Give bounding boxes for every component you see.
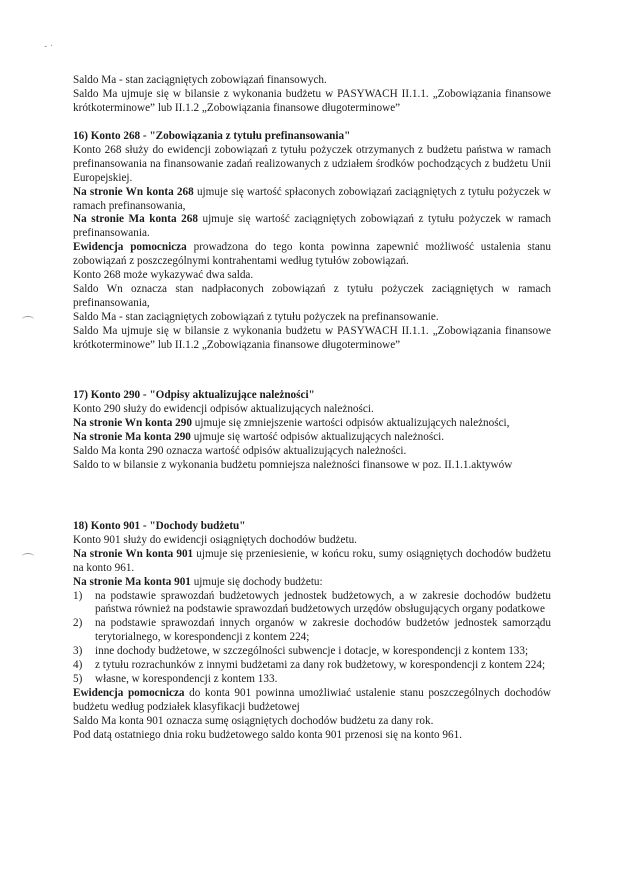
income-sources-list xyxy=(73,590,551,687)
paragraph xyxy=(73,548,551,576)
paragraph: Saldo Ma ujmuje się w bilansie z wykonania budżetu w PASYWACH II.1.1. „Zobowiązania finansowe krótkoterminowe” lub II.1.2 „Zobowiązania finansowe długoterminowe” xyxy=(73,324,551,351)
paragraph-text: do konta 901 powinna umożliwiać ustalenie stanu poszczególnych dochodów budżetu według podziałek klasyfikacji budżetowej xyxy=(73,686,551,713)
paragraph: Saldo to w bilansie z wykonania budżetu pomniejsza należności finansowe w poz. II.1.1.aktywów xyxy=(73,458,513,471)
paragraph-text: ujmuje się wartość odpisów aktualizujących należności. xyxy=(190,430,445,443)
paragraph: Saldo Ma ujmuje się w bilansie z wykonania budżetu w PASYWACH II.1.1. „Zobowiązania finansowe krótkoterminowe” lub II.1.2 „Zobowiązania finansowe długoterminowe” xyxy=(73,87,551,114)
paragraph xyxy=(73,687,551,715)
section-heading: 17) Konto 290 - "Odpisy aktualizujące należności" xyxy=(73,389,315,401)
section-heading: 16) Konto 268 - "Zobowiązania z tytułu prefinansowania" xyxy=(73,130,351,142)
list-number: 1) xyxy=(73,589,83,602)
section-heading: 18) Konto 901 - "Dochody budżetu" xyxy=(73,520,246,532)
paragraph: Saldo Ma konta 901 oznacza sumę osiągniętych dochodów budżetu za dany rok. xyxy=(73,714,434,727)
paragraph xyxy=(73,213,551,241)
punch-hole-mark xyxy=(22,553,34,560)
paragraph: Pod datą ostatniego dnia roku budżetowego saldo konta 901 przenosi się na konto 961. xyxy=(73,728,463,741)
paragraph: Saldo Ma - stan zaciągniętych zobowiązań z tytułu pożyczek na prefinansowanie. xyxy=(73,310,439,323)
section-konto-268 xyxy=(73,130,551,353)
list-item-text: własne, w korespondencji z kontem 133. xyxy=(95,672,278,685)
list-item xyxy=(73,659,551,673)
paragraph xyxy=(73,417,551,431)
list-item xyxy=(73,590,551,618)
list-number: 2) xyxy=(73,617,83,630)
bold-lead: Ewidencja pomocnicza xyxy=(73,686,185,699)
paragraph xyxy=(73,186,551,214)
bold-lead: Na stronie Ma konta 901 xyxy=(73,575,191,588)
section-continuation xyxy=(73,74,551,116)
scan-mark: - · xyxy=(44,41,54,52)
list-number: 3) xyxy=(73,645,83,658)
paragraph xyxy=(73,241,551,269)
paragraph: Saldo Ma konta 290 oznacza wartość odpisów aktualizujących należności. xyxy=(73,444,407,457)
list-number: 5) xyxy=(73,672,83,685)
paragraph-text: prowadzona do tego konta powinna zapewnić możliwość ustalenia stanu zobowiązań z poszczególnymi kontrahentami według tytułów zobowiązań. xyxy=(73,241,551,268)
list-item xyxy=(73,617,551,645)
bold-lead: Na stronie Wn konta 268 xyxy=(73,185,194,198)
list-item xyxy=(73,673,551,687)
list-item-text: na podstawie sprawozdań innych organów w zakresie dochodów budżetów jednostek samorządu terytorialnego, w korespondencji z kontem 224; xyxy=(95,617,551,644)
paragraph-text: ujmuje się dochody budżetu: xyxy=(190,575,323,588)
paragraph: Konto 290 służy do ewidencji odpisów aktualizujących należności. xyxy=(73,402,374,415)
paragraph: Saldo Wn oznacza stan nadpłaconych zobowiązań z tytułu pożyczek zaciągniętych w ramach prefinansowania, xyxy=(73,282,551,309)
bold-lead: Na stronie Wn konta 290 xyxy=(73,416,192,429)
list-number: 4) xyxy=(73,659,83,672)
punch-hole-mark xyxy=(22,316,34,323)
list-item-text: z tytułu rozrachunków z innymi budżetami za dany rok budżetowy, w korespondencji z kontem 224; xyxy=(95,659,546,672)
paragraph-text: ujmuje się zmniejszenie wartości odpisów aktualizujących należności, xyxy=(191,416,510,429)
paragraph-text: ujmuje się wartość zaciągniętych zobowiązań z tytułu pożyczek w ramach prefinansowania. xyxy=(73,213,551,240)
paragraph: Konto 268 służy do ewidencji zobowiązań z tytułu pożyczek otrzymanych z budżetu państwa w ramach prefinansowania na finansowanie zadań realizowanych z udziałem środków pochodzących z budżetu Unii Europejskiej. xyxy=(73,143,551,184)
paragraph xyxy=(73,576,551,590)
bold-lead: Na stronie Wn konta 901 xyxy=(73,547,194,560)
paragraph: Konto 901 służy do ewidencji osiągniętych dochodów budżetu. xyxy=(73,533,357,546)
paragraph: Saldo Ma - stan zaciągniętych zobowiązań finansowych. xyxy=(73,74,327,86)
paragraph-text: ujmuje się przeniesienie, w końcu roku, sumy osiągniętych dochodów budżetu na konto 961. xyxy=(73,547,551,574)
paragraph xyxy=(73,431,551,445)
paragraph-text: ujmuje się wartość spłaconych zobowiązań zaciągniętych z tytułu pożyczek w ramach prefinansowania, xyxy=(73,185,551,212)
section-konto-901 xyxy=(73,520,551,743)
bold-lead: Na stronie Ma konta 290 xyxy=(73,430,191,443)
bold-lead: Na stronie Ma konta 268 xyxy=(73,213,198,226)
section-konto-290 xyxy=(73,389,551,472)
bold-lead: Ewidencja pomocnicza xyxy=(73,241,187,254)
list-item-text: na podstawie sprawozdań budżetowych jednostek budżetowych, a w zakresie dochodów budżetu państwa również na podstawie sprawozdań budżetowych urzędów obsługujących organy podatkowe xyxy=(95,589,551,616)
list-item xyxy=(73,645,551,659)
paragraph: Konto 268 może wykazywać dwa salda. xyxy=(73,269,254,282)
list-item-text: inne dochody budżetowe, w szczególności subwencje i dotacje, w korespondencji z kontem 133; xyxy=(95,645,529,658)
